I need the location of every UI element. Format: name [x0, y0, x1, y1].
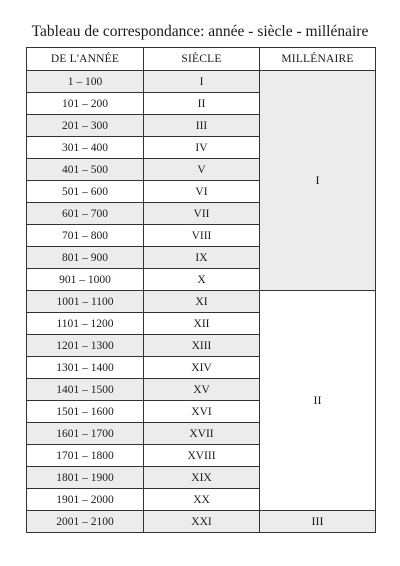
year-range-cell: 1401 – 1500 [27, 379, 144, 401]
year-range-cell: 1801 – 1900 [27, 467, 144, 489]
table-row [27, 291, 376, 313]
page-title: Tableau de correspondance: année - siècle - millénaire [31, 23, 369, 40]
table-row [27, 71, 376, 93]
century-cell: XXI [144, 511, 260, 533]
century-cell: V [144, 159, 260, 181]
year-range-cell: 601 – 700 [27, 203, 144, 225]
century-cell: XIII [144, 335, 260, 357]
century-cell: XVII [144, 423, 260, 445]
year-range-cell: 801 – 900 [27, 247, 144, 269]
year-range-cell: 201 – 300 [27, 115, 144, 137]
century-cell: XII [144, 313, 260, 335]
year-range-cell: 1101 – 1200 [27, 313, 144, 335]
century-cell: IV [144, 137, 260, 159]
century-cell: XI [144, 291, 260, 313]
table-header [27, 48, 376, 71]
century-cell: III [144, 115, 260, 137]
century-cell: XV [144, 379, 260, 401]
header-century: SIÈCLE [144, 48, 260, 71]
year-range-cell: 1301 – 1400 [27, 357, 144, 379]
century-cell: XX [144, 489, 260, 511]
year-range-cell: 2001 – 2100 [27, 511, 144, 533]
century-cell: I [144, 71, 260, 93]
year-range-cell: 1601 – 1700 [27, 423, 144, 445]
century-cell: XVI [144, 401, 260, 423]
century-cell: X [144, 269, 260, 291]
year-range-cell: 1701 – 1800 [27, 445, 144, 467]
millennium-cell: III [260, 511, 376, 533]
century-cell: II [144, 93, 260, 115]
year-range-cell: 1201 – 1300 [27, 335, 144, 357]
header-year: DE L'ANNÉE [27, 48, 144, 71]
year-range-cell: 901 – 1000 [27, 269, 144, 291]
table-body [27, 71, 376, 533]
century-cell: VI [144, 181, 260, 203]
header-row [27, 48, 376, 71]
year-range-cell: 1901 – 2000 [27, 489, 144, 511]
year-range-cell: 1 – 100 [27, 71, 144, 93]
year-range-cell: 501 – 600 [27, 181, 144, 203]
century-cell: VII [144, 203, 260, 225]
millennium-cell: I [260, 71, 376, 291]
century-cell: XIX [144, 467, 260, 489]
century-cell: XVIII [144, 445, 260, 467]
year-range-cell: 401 – 500 [27, 159, 144, 181]
header-millennium: MILLÉNAIRE [260, 48, 376, 71]
year-range-cell: 301 – 400 [27, 137, 144, 159]
correspondence-table [26, 47, 376, 533]
year-range-cell: 1501 – 1600 [27, 401, 144, 423]
year-range-cell: 701 – 800 [27, 225, 144, 247]
table-row [27, 511, 376, 533]
millennium-cell: II [260, 291, 376, 511]
century-cell: VIII [144, 225, 260, 247]
century-cell: XIV [144, 357, 260, 379]
year-range-cell: 1001 – 1100 [27, 291, 144, 313]
year-range-cell: 101 – 200 [27, 93, 144, 115]
century-cell: IX [144, 247, 260, 269]
